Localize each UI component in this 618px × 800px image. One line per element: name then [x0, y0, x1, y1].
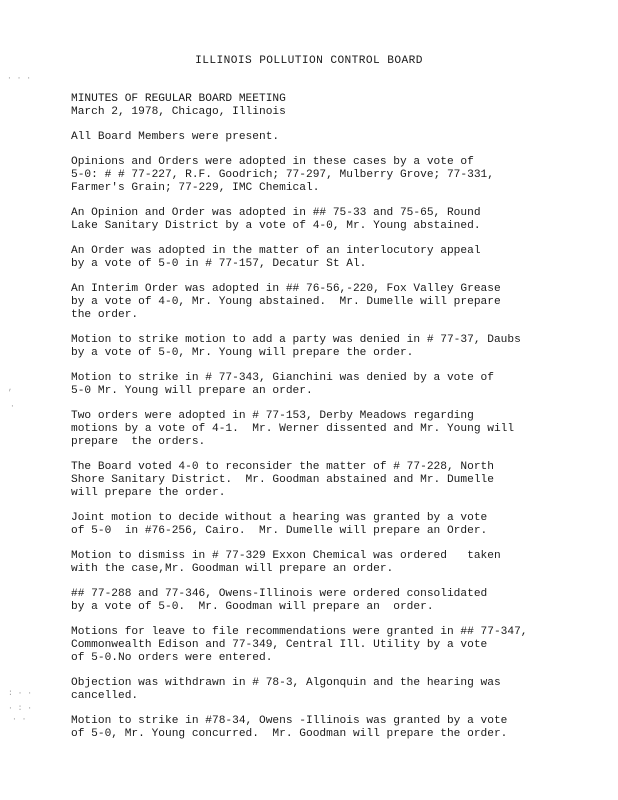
paragraph: Motion to strike in # 77-343, Gianchini was denied by a vote of 5-0 Mr. Young will prepare an order.	[71, 372, 494, 397]
scan-speck: ·	[10, 402, 15, 411]
scan-speck: : · ·	[8, 689, 33, 698]
paragraph: Joint motion to decide without a hearing was granted by a vote of 5-0 in #76-256, Cairo. Mr. Dumelle will prepare an Order.	[71, 512, 488, 537]
paragraph: All Board Members were present.	[71, 131, 280, 143]
paragraph: An Opinion and Order was adopted in ## 75-33 and 75-65, Round Lake Sanitary District by a vote of 4-0, Mr. Young abstained.	[71, 207, 481, 232]
paragraph: An Interim Order was adopted in ## 76-56,-220, Fox Valley Grease by a vote of 4-0, Mr. Young abstained. Mr. Dumelle will prepare the order.	[71, 283, 501, 321]
scan-speck: · : ·	[8, 704, 33, 713]
scan-speck: · ·	[12, 715, 27, 724]
paragraph: Motion to strike motion to add a party was denied in # 77-37, Daubs by a vote of 5-0, Mr. Young will prepare the order.	[71, 334, 521, 359]
minutes-body	[71, 93, 596, 753]
minutes-heading	[71, 93, 596, 119]
paragraph: The Board voted 4-0 to reconsider the matter of # 77-228, North Shore Sanitary District. Mr. Goodman abstained and Mr. Dumelle will prepare the order.	[71, 461, 494, 499]
paragraph: Opinions and Orders were adopted in these cases by a vote of 5-0: # # 77-227, R.F. Goodrich; 77-297, Mulberry Grove; 77-331, Farmer's Grain; 77-229, IMC Chemical.	[71, 156, 494, 194]
paragraph: Objection was withdrawn in # 78-3, Algonquin and the hearing was cancelled.	[71, 677, 501, 702]
heading-line-2: March 2, 1978, Chicago, Illinois	[71, 106, 286, 118]
paragraph: Motion to dismiss in # 77-329 Exxon Chemical was ordered taken with the case,Mr. Goodman will prepare an order.	[71, 550, 501, 575]
heading-line-1: MINUTES OF REGULAR BOARD MEETING	[71, 93, 286, 105]
scan-speck: ,	[8, 384, 13, 393]
scan-speck: · · ·	[7, 74, 32, 83]
paragraph: An Order was adopted in the matter of an interlocutory appeal by a vote of 5-0 in # 77-157, Decatur St Al.	[71, 245, 481, 270]
paragraph: ## 77-288 and 77-346, Owens-Illinois were ordered consolidated by a vote of 5-0. Mr. Goodman will prepare an order.	[71, 588, 488, 613]
paragraph: Motion to strike in #78-34, Owens -Illinois was granted by a vote of 5-0, Mr. Young concurred. Mr. Goodman will prepare the order.	[71, 715, 508, 740]
paragraph: Motions for leave to file recommendations were granted in ## 77-347, Commonwealth Edison and 77-349, Central Ill. Utility by a vote of 5-0.No orders were entered.	[71, 626, 528, 664]
document-title: ILLINOIS POLLUTION CONTROL BOARD	[195, 55, 423, 67]
paragraph: Two orders were adopted in # 77-153, Derby Meadows regarding motions by a vote of 4-1. Mr. Werner dissented and Mr. Young will prepare the orders.	[71, 410, 515, 448]
